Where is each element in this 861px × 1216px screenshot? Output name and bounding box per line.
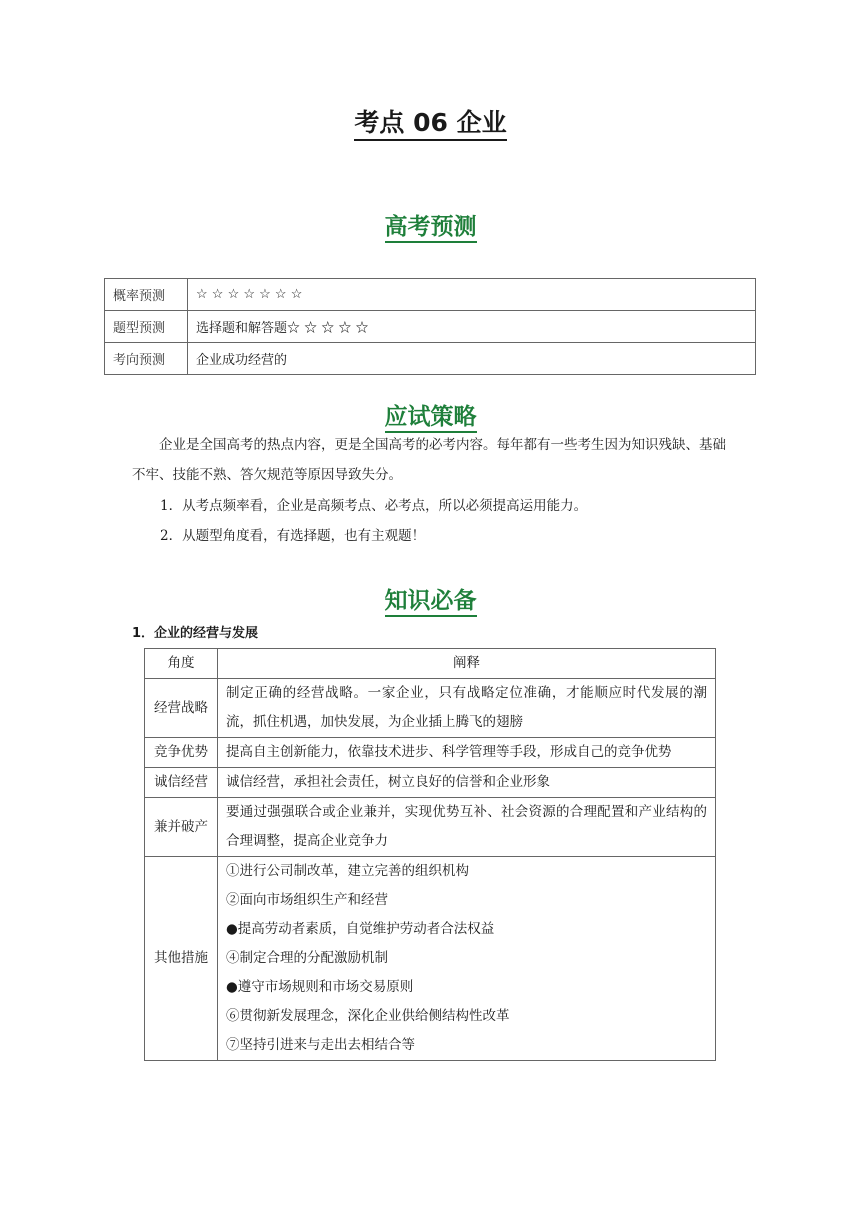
strategy-point: 1．从考点频率看，企业是高频考点、必考点，所以必须提高运用能力。 bbox=[160, 498, 588, 514]
strategy-intro: 企业是全国高考的热点内容，更是全国高考的必考内容。每年都有一些考生因为知识残缺、基础不牢、技能不熟、答欠规范等原因导致失分。 bbox=[132, 437, 726, 483]
section-title-forecast: 高考预测 bbox=[0, 208, 861, 241]
explanation-cell: 提高自主创新能力，依靠技术进步、科学管理等手段，形成自己的竞争优势 bbox=[218, 738, 716, 768]
aspect-cell: 兼并破产 bbox=[145, 798, 218, 857]
knowledge-subheading: 1．企业的经营与发展 bbox=[132, 626, 259, 641]
table-row bbox=[145, 679, 716, 738]
measure-item: ⑦坚持引进来与走出去相结合等 bbox=[226, 1037, 415, 1053]
measure-item: ①进行公司制改革，建立完善的组织机构 bbox=[226, 863, 469, 879]
measure-item: ④制定合理的分配激励机制 bbox=[226, 950, 388, 966]
explanation-cell: 制定正确的经营战略。一家企业，只有战略定位准确，才能顺应时代发展的潮流，抓住机遇，加快发展，为企业插上腾飞的翅膀 bbox=[218, 679, 716, 738]
table-header-row bbox=[145, 649, 716, 679]
header-explanation: 阐释 bbox=[218, 649, 716, 679]
measure-item: ⑥贯彻新发展理念，深化企业供给侧结构性改革 bbox=[226, 1008, 510, 1024]
forecast-label: 考向预测 bbox=[105, 343, 188, 375]
measures-cell bbox=[218, 857, 716, 1061]
table-row bbox=[145, 738, 716, 768]
page-title: 考点 06 企业 bbox=[0, 103, 861, 139]
measure-item: ●遵守市场规则和市场交易原则 bbox=[226, 979, 414, 995]
forecast-table bbox=[104, 278, 756, 375]
aspect-cell: 竞争优势 bbox=[145, 738, 218, 768]
table-row bbox=[105, 279, 756, 311]
table-row bbox=[145, 768, 716, 798]
aspect-cell: 其他措施 bbox=[145, 857, 218, 1061]
table-row bbox=[145, 857, 716, 1061]
explanation-cell: 诚信经营，承担社会责任，树立良好的信誉和企业形象 bbox=[218, 768, 716, 798]
table-row bbox=[105, 343, 756, 375]
aspect-cell: 经营战略 bbox=[145, 679, 218, 738]
forecast-value: 企业成功经营的 bbox=[188, 343, 756, 375]
header-aspect: 角度 bbox=[145, 649, 218, 679]
forecast-value: ☆ ☆ ☆ ☆ ☆ ☆ ☆ bbox=[188, 279, 756, 311]
explanation-cell: 要通过强强联合或企业兼并，实现优势互补、社会资源的合理配置和产业结构的合理调整，提高企业竞争力 bbox=[218, 798, 716, 857]
forecast-label: 概率预测 bbox=[105, 279, 188, 311]
forecast-label: 题型预测 bbox=[105, 311, 188, 343]
table-row bbox=[105, 311, 756, 343]
strategy-point: 2．从题型角度看，有选择题，也有主观题！ bbox=[160, 528, 426, 544]
section-title-knowledge: 知识必备 bbox=[0, 582, 861, 615]
measure-item: ●提高劳动者素质，自觉维护劳动者合法权益 bbox=[226, 921, 495, 937]
table-row bbox=[145, 798, 716, 857]
forecast-value: 选择题和解答题☆ ☆ ☆ ☆ ☆ bbox=[188, 311, 756, 343]
measure-item: ②面向市场组织生产和经营 bbox=[226, 892, 388, 908]
section-title-strategy: 应试策略 bbox=[0, 398, 861, 431]
aspect-cell: 诚信经营 bbox=[145, 768, 218, 798]
knowledge-table bbox=[144, 648, 716, 1061]
